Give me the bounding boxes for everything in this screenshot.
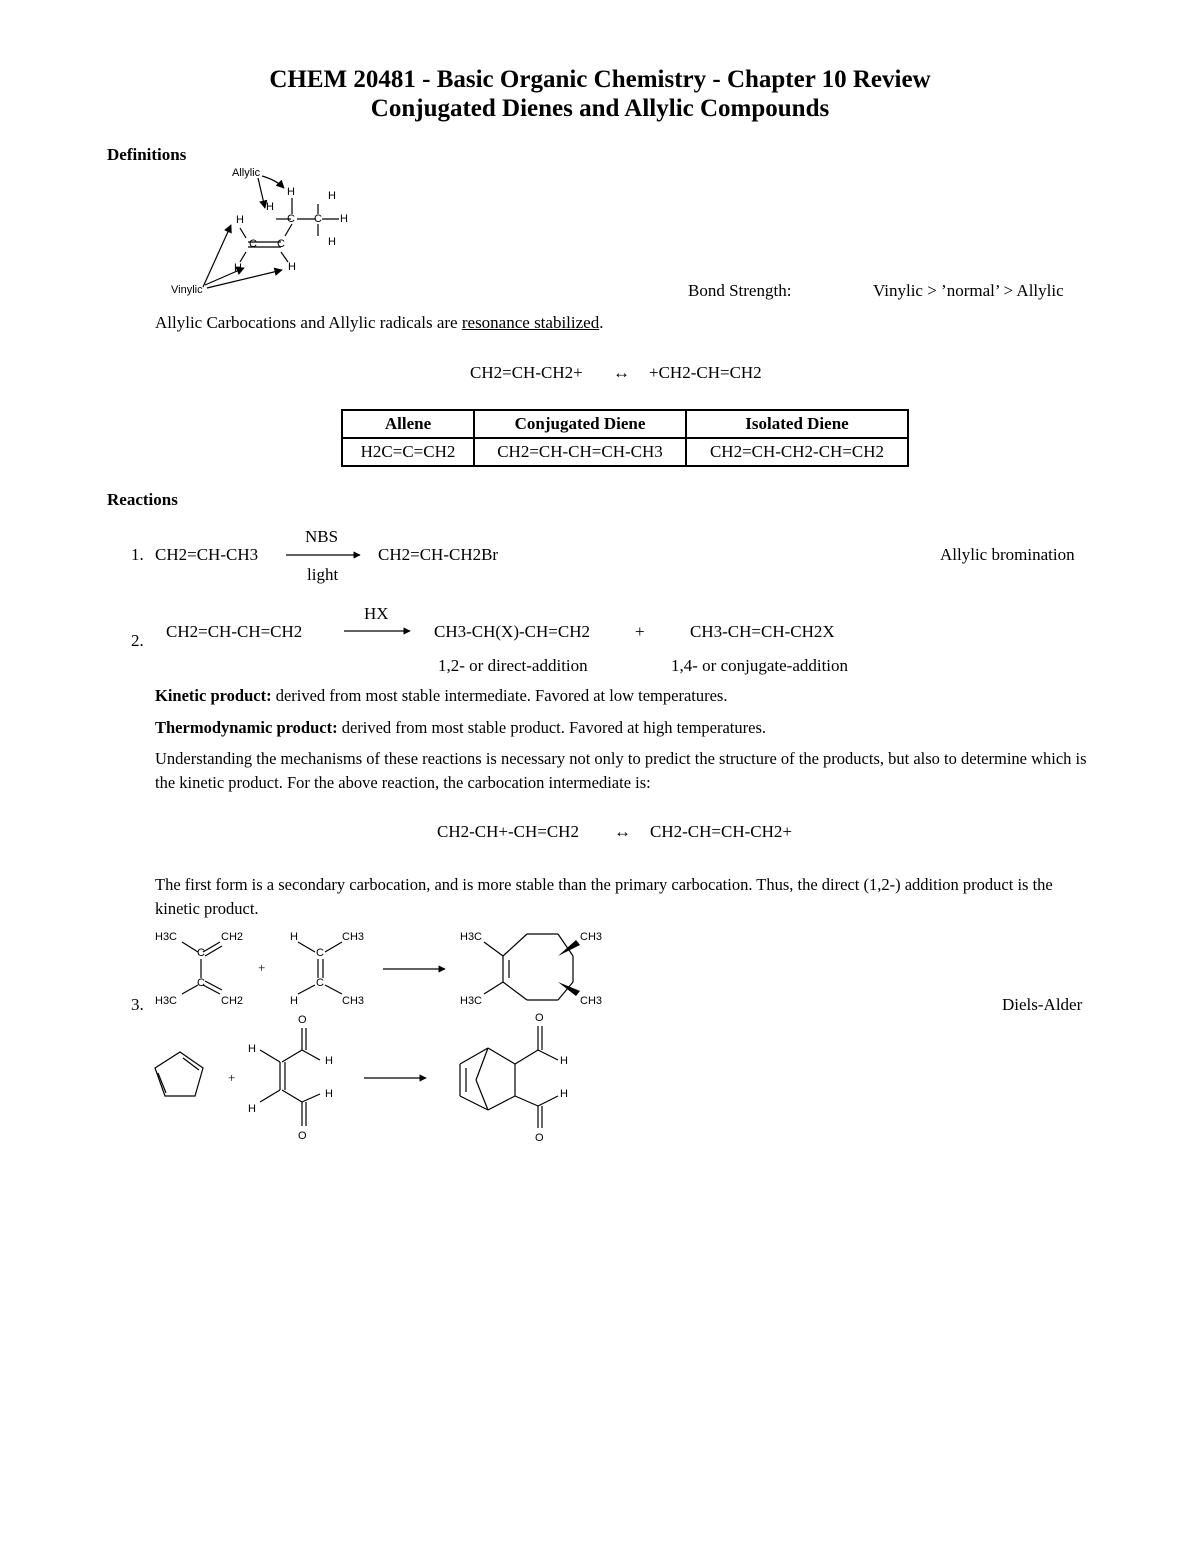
page-subtitle: Conjugated Dienes and Allylic Compounds [370, 95, 830, 122]
atom-c: C [314, 213, 322, 225]
intermediate-left: CH2-CH+-CH=CH2 [437, 822, 579, 841]
table-cell: CH2=CH-CH=CH-CH3 [474, 438, 686, 466]
atom-h: H [248, 1043, 256, 1055]
definitions-heading: Definitions [107, 145, 187, 164]
mechanism-paragraph: Understanding the mechanisms of these reactions is necessary not only to predict the structure of the products, but also to determine which is the kinetic product. For the above reaction, the carbocation intermediate is: [155, 749, 1087, 792]
reaction-2-product-2: CH3-CH=CH-CH2X [690, 622, 835, 641]
atom-h: H [290, 995, 298, 1007]
conclusion-paragraph: The first form is a secondary carbocation, and is more stable than the primary carbocation. Thus, the direct (1,2-) addition product is the kinetic product. [155, 875, 1053, 918]
reactions-heading: Reactions [107, 490, 178, 509]
atom-h3c: H3C [155, 931, 178, 943]
atom-h: H [340, 213, 348, 225]
atom-ch3: CH3 [580, 995, 603, 1007]
atom-ch3: CH3 [342, 931, 365, 943]
atom-c: C [249, 238, 257, 250]
product-2-label: 1,4- or conjugate-addition [671, 656, 849, 675]
atom-c: C [316, 977, 324, 989]
atom-h3c: H3C [460, 995, 483, 1007]
bond-strength-order: Vinylic > ’normal’ > Allylic [873, 281, 1064, 300]
table-header: Isolated Diene [686, 410, 908, 438]
reaction-1-product: CH2=CH-CH2Br [378, 545, 499, 564]
atom-c: C [197, 947, 205, 959]
product-1-label: 1,2- or direct-addition [438, 656, 588, 675]
atom-h: H [560, 1055, 568, 1067]
atom-c: C [287, 213, 295, 225]
kinetic-product-definition: Kinetic product: derived from most stable intermediate. Favored at low temperatures. [155, 686, 728, 705]
atom-o: O [535, 1132, 544, 1144]
reaction-2-plus: + [635, 622, 645, 641]
atom-o: O [535, 1012, 544, 1024]
reaction-1-number: 1. [131, 545, 144, 564]
reaction-2-product-1: CH3-CH(X)-CH=CH2 [434, 622, 590, 641]
table-cell: H2C=C=CH2 [342, 438, 474, 466]
plus-sign: + [258, 960, 266, 975]
intermediate-arrow: ↔ [614, 822, 631, 841]
table-cell: CH2=CH-CH2-CH=CH2 [686, 438, 908, 466]
resonance-sentence: Allylic Carbocations and Allylic radicals are resonance stabilized. [155, 313, 604, 332]
reaction-2-number: 2. [131, 631, 144, 650]
table-header: Conjugated Diene [474, 410, 686, 438]
atom-c: C [316, 947, 324, 959]
allylic-label: Allylic [232, 167, 261, 179]
atom-h3c: H3C [460, 931, 483, 943]
atom-h: H [560, 1088, 568, 1100]
page-title: CHEM 20481 - Basic Organic Chemistry - Chapter 10 Review [269, 66, 931, 93]
reaction-3-name: Diels-Alder [1002, 995, 1083, 1014]
atom-h: H [325, 1088, 333, 1100]
intermediate-right: CH2-CH=CH-CH2+ [650, 822, 792, 841]
atom-h: H [248, 1103, 256, 1115]
reaction-1-condition: light [307, 565, 339, 584]
atom-h: H [328, 236, 336, 248]
reaction-1-reagent: NBS [305, 527, 339, 546]
bond-strength-label: Bond Strength: [688, 281, 792, 300]
resonance-arrow: ↔ [613, 363, 630, 382]
plus-sign: + [228, 1070, 236, 1085]
thermodynamic-product-definition: Thermodynamic product: derived from most stable product. Favored at high temperatures. [155, 718, 766, 737]
reaction-1-reactant: CH2=CH-CH3 [155, 545, 259, 564]
atom-c: C [197, 977, 205, 989]
reaction-3-number: 3. [131, 995, 144, 1014]
resonance-stabilized-term: resonance stabilized [461, 313, 600, 332]
atom-h: H [288, 261, 296, 273]
atom-ch3: CH3 [342, 995, 365, 1007]
atom-h: H [236, 214, 244, 226]
reaction-2-reactant: CH2=CH-CH=CH2 [166, 622, 303, 641]
resonance-left: CH2=CH-CH2+ [470, 363, 583, 382]
atom-ch2: CH2 [221, 995, 244, 1007]
atom-h: H [266, 201, 274, 213]
atom-h: H [287, 186, 295, 198]
atom-h: H [328, 190, 336, 202]
atom-h: H [325, 1055, 333, 1067]
atom-o: O [298, 1130, 307, 1142]
reaction-1-name: Allylic bromination [940, 545, 1075, 564]
vinylic-label: Vinylic [171, 284, 203, 296]
atom-h: H [234, 262, 242, 274]
atom-ch2: CH2 [221, 931, 244, 943]
atom-ch3: CH3 [580, 931, 603, 943]
table-header: Allene [342, 410, 474, 438]
atom-h: H [290, 931, 298, 943]
atom-c: C [277, 238, 285, 250]
atom-h3c: H3C [155, 995, 178, 1007]
reaction-2-reagent: HX [364, 604, 389, 623]
atom-o: O [298, 1014, 307, 1026]
resonance-right: +CH2-CH=CH2 [649, 363, 762, 382]
